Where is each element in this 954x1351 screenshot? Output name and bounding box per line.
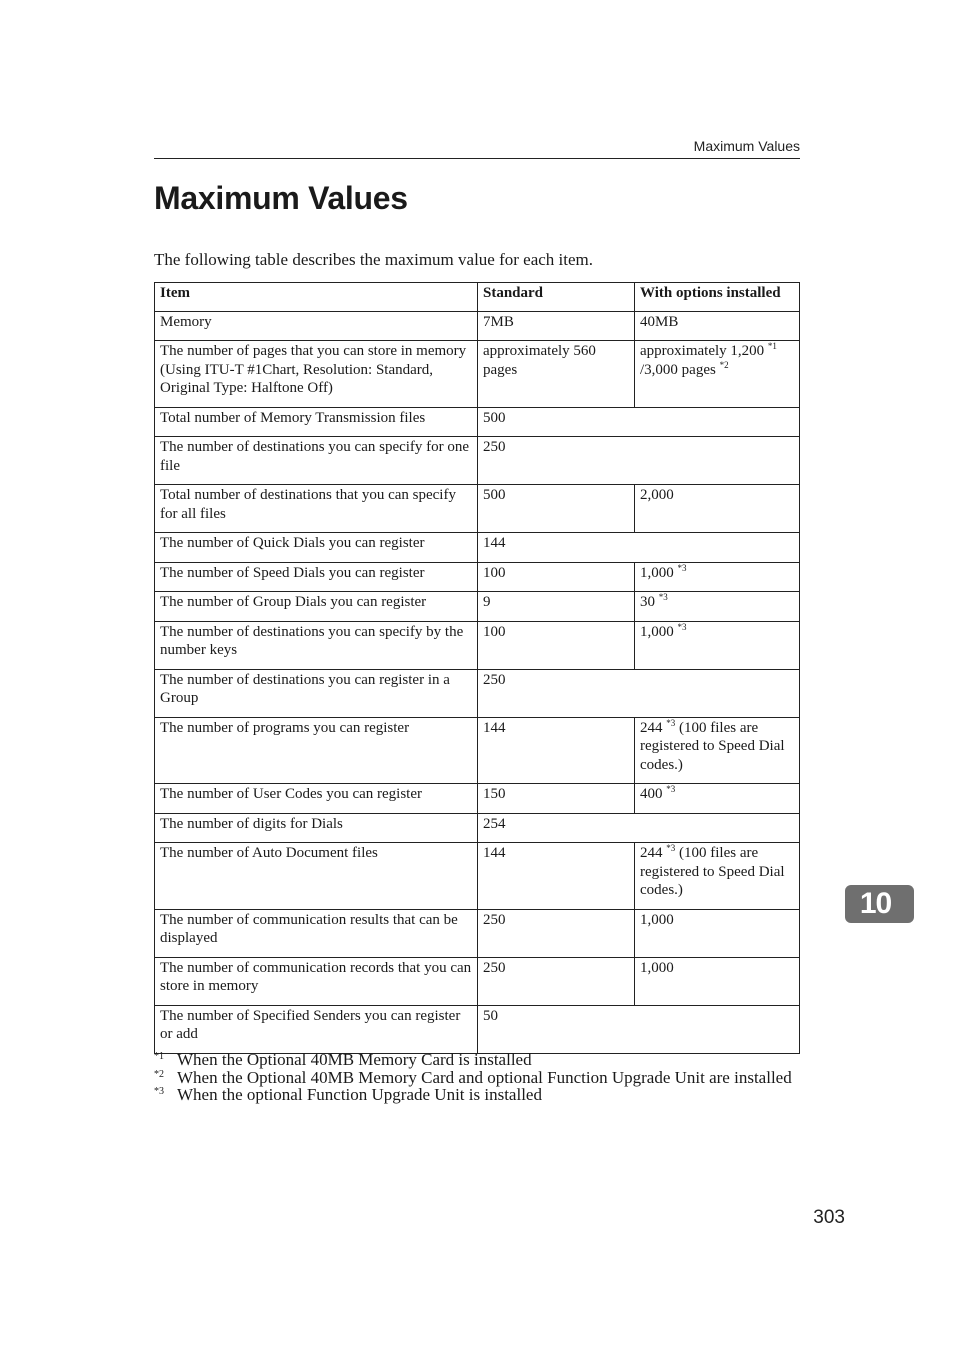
cell-item: Total number of Memory Transmission files (155, 407, 478, 437)
table-row (155, 621, 800, 669)
cell-item: The number of Group Dials you can register (155, 592, 478, 622)
cell-options (635, 341, 800, 408)
cell-options (635, 717, 800, 784)
footnote-ref: *3 (677, 621, 687, 632)
footnote-ref: *3 (677, 562, 687, 573)
cell-standard: 100 (478, 562, 635, 592)
cell-options (635, 957, 800, 1005)
cell-options (635, 843, 800, 910)
table-row (155, 485, 800, 533)
cell-item: The number of digits for Dials (155, 813, 478, 843)
cell-standard: 150 (478, 784, 635, 814)
table-row (155, 957, 800, 1005)
table-row (155, 1005, 800, 1053)
options-continuation: /3,000 pages (640, 361, 716, 378)
intro-paragraph: The following table describes the maximum value for each item. (154, 250, 594, 269)
footnote-mark: *3 (154, 1086, 164, 1097)
cell-item: The number of communication records that you can store in memory (155, 957, 478, 1005)
cell-standard: 100 (478, 621, 635, 669)
cell-item: The number of Speed Dials you can register (155, 562, 478, 592)
footnote-text: When the Optional 40MB Memory Card is installed (177, 1050, 532, 1069)
footnote-ref: *3 (666, 784, 676, 794)
running-header: Maximum Values (693, 138, 800, 154)
options-value: 2,000 (640, 487, 674, 503)
chapter-number: 10 (859, 887, 892, 920)
cell-item: Total number of destinations that you can specify for all files (155, 485, 478, 533)
footnote (154, 1086, 800, 1104)
cell-standard: 250 (478, 909, 635, 957)
table-row (155, 843, 800, 910)
table-body (155, 311, 800, 1053)
options-continuation: (100 files are registered to Speed Dial codes.) (640, 845, 785, 898)
footnote-ref: *3 (666, 717, 676, 728)
cell-options (635, 311, 800, 341)
table-row (155, 784, 800, 814)
cell-standard: 250 (478, 669, 800, 717)
footnote-ref: *3 (666, 843, 676, 853)
options-value: 30 (640, 594, 655, 610)
footnote-mark: *2 (154, 1068, 164, 1080)
footnote-text: When the Optional 40MB Memory Card and optional Function Upgrade Unit are installed (177, 1067, 792, 1087)
footnote (154, 1069, 800, 1087)
cell-options (635, 784, 800, 814)
cell-standard: 144 (478, 533, 800, 563)
cell-options (635, 621, 800, 669)
page-title: Maximum Values (154, 180, 408, 216)
cell-item: The number of destinations you can specify by the number keys (155, 621, 478, 669)
cell-item: The number of Specified Senders you can register or add (155, 1005, 478, 1053)
cell-item: The number of Quick Dials you can register (155, 533, 478, 563)
table-row (155, 592, 800, 622)
cell-item: The number of destinations you can specify for one file (155, 437, 478, 485)
options-value: 400 (640, 786, 663, 802)
cell-options (635, 909, 800, 957)
cell-standard: 500 (478, 407, 800, 437)
cell-standard: 144 (478, 717, 635, 784)
table-row (155, 909, 800, 957)
page-number: 303 (813, 1207, 845, 1228)
cell-item: The number of pages that you can store in memory (Using ITU-T #1Chart, Resolution: Standard, Original Type: Halftone Off) (155, 341, 478, 408)
footnote-ref: *1 (767, 341, 777, 351)
options-value: 244 (640, 845, 663, 861)
options-value: 1,000 (640, 564, 674, 581)
cell-standard: 500 (478, 485, 635, 533)
cell-item: The number of User Codes you can register (155, 784, 478, 814)
cell-item: Memory (155, 311, 478, 341)
column-header-standard: Standard (478, 283, 635, 312)
cell-standard: 50 (478, 1005, 800, 1053)
header-rule (154, 158, 800, 159)
cell-options (635, 562, 800, 592)
footnote-ref: *2 (719, 359, 729, 370)
options-continuation: (100 files are registered to Speed Dial codes.) (640, 719, 785, 773)
cell-item: The number of communication results that can be displayed (155, 909, 478, 957)
footnotes (154, 1051, 800, 1104)
table-row (155, 813, 800, 843)
cell-options (635, 592, 800, 622)
table-row (155, 311, 800, 341)
options-value: 244 (640, 719, 663, 736)
cell-standard: 7MB (478, 311, 635, 341)
options-value: 40MB (640, 313, 679, 330)
chapter-tab (845, 885, 914, 923)
table-row (155, 562, 800, 592)
table-row (155, 717, 800, 784)
footnote (154, 1051, 800, 1069)
table-row (155, 533, 800, 563)
table-row (155, 437, 800, 485)
cell-standard: 9 (478, 592, 635, 622)
footnote-ref: *3 (658, 592, 668, 602)
options-value: 1,000 (640, 911, 674, 928)
table-row (155, 341, 800, 408)
footnote-mark: *1 (154, 1051, 164, 1062)
table-row (155, 407, 800, 437)
column-header-item: Item (155, 283, 478, 312)
cell-standard: approximately 560 pages (478, 341, 635, 408)
options-value: 1,000 (640, 623, 674, 640)
cell-options (635, 485, 800, 533)
cell-standard: 250 (478, 957, 635, 1005)
maximum-values-table (154, 282, 800, 1054)
table-header-row (155, 283, 800, 312)
options-value: approximately 1,200 (640, 343, 765, 359)
cell-standard: 254 (478, 813, 800, 843)
column-header-options: With options installed (635, 283, 800, 312)
cell-item: The number of programs you can register (155, 717, 478, 784)
cell-standard: 250 (478, 437, 800, 485)
cell-item: The number of destinations you can register in a Group (155, 669, 478, 717)
table-row (155, 669, 800, 717)
footnote-text: When the optional Function Upgrade Unit is installed (177, 1085, 542, 1104)
options-value: 1,000 (640, 959, 674, 976)
cell-standard: 144 (478, 843, 635, 910)
cell-item: The number of Auto Document files (155, 843, 478, 910)
